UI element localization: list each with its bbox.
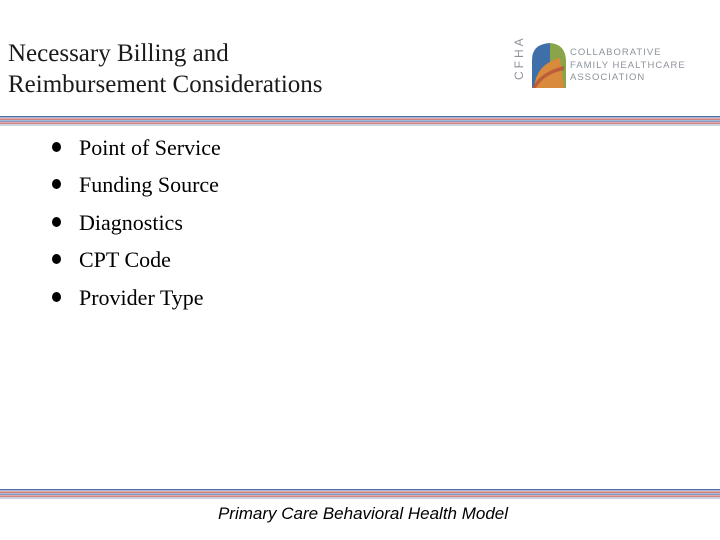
title-line-2: Reimbursement Considerations [8, 71, 323, 98]
footer-text: Primary Care Behavioral Health Model [217, 504, 509, 523]
bullet-text: Point of Service [79, 135, 221, 160]
logo-name [570, 47, 686, 85]
bullet-text: Diagnostics [79, 209, 183, 235]
bullet-dot-icon [52, 217, 61, 227]
cfha-quadrant-icon [530, 40, 568, 90]
bullet-dot-icon [52, 142, 61, 152]
bullet-dot-icon [52, 292, 61, 302]
slide-footer [0, 504, 720, 524]
bottom-divider [0, 489, 720, 499]
bullet-dot-icon [52, 179, 61, 189]
bullet-text: Funding Source [79, 172, 219, 198]
bullet-text: Provider Type [79, 284, 204, 310]
cfha-logo [512, 36, 712, 94]
logo-name-line-1: COLLABORATIVE [570, 47, 662, 58]
logo-name-line-3: ASSOCIATION [570, 72, 646, 83]
logo-acronym: CFHA [512, 35, 526, 80]
slide-title [8, 38, 323, 100]
top-divider [0, 116, 720, 126]
logo-name-line-2: FAMILY HEALTHCARE [570, 59, 686, 71]
title-line-1: Necessary Billing and [8, 40, 229, 67]
bullet-dot-icon [52, 254, 61, 264]
bullet-text: CPT Code [79, 247, 171, 273]
